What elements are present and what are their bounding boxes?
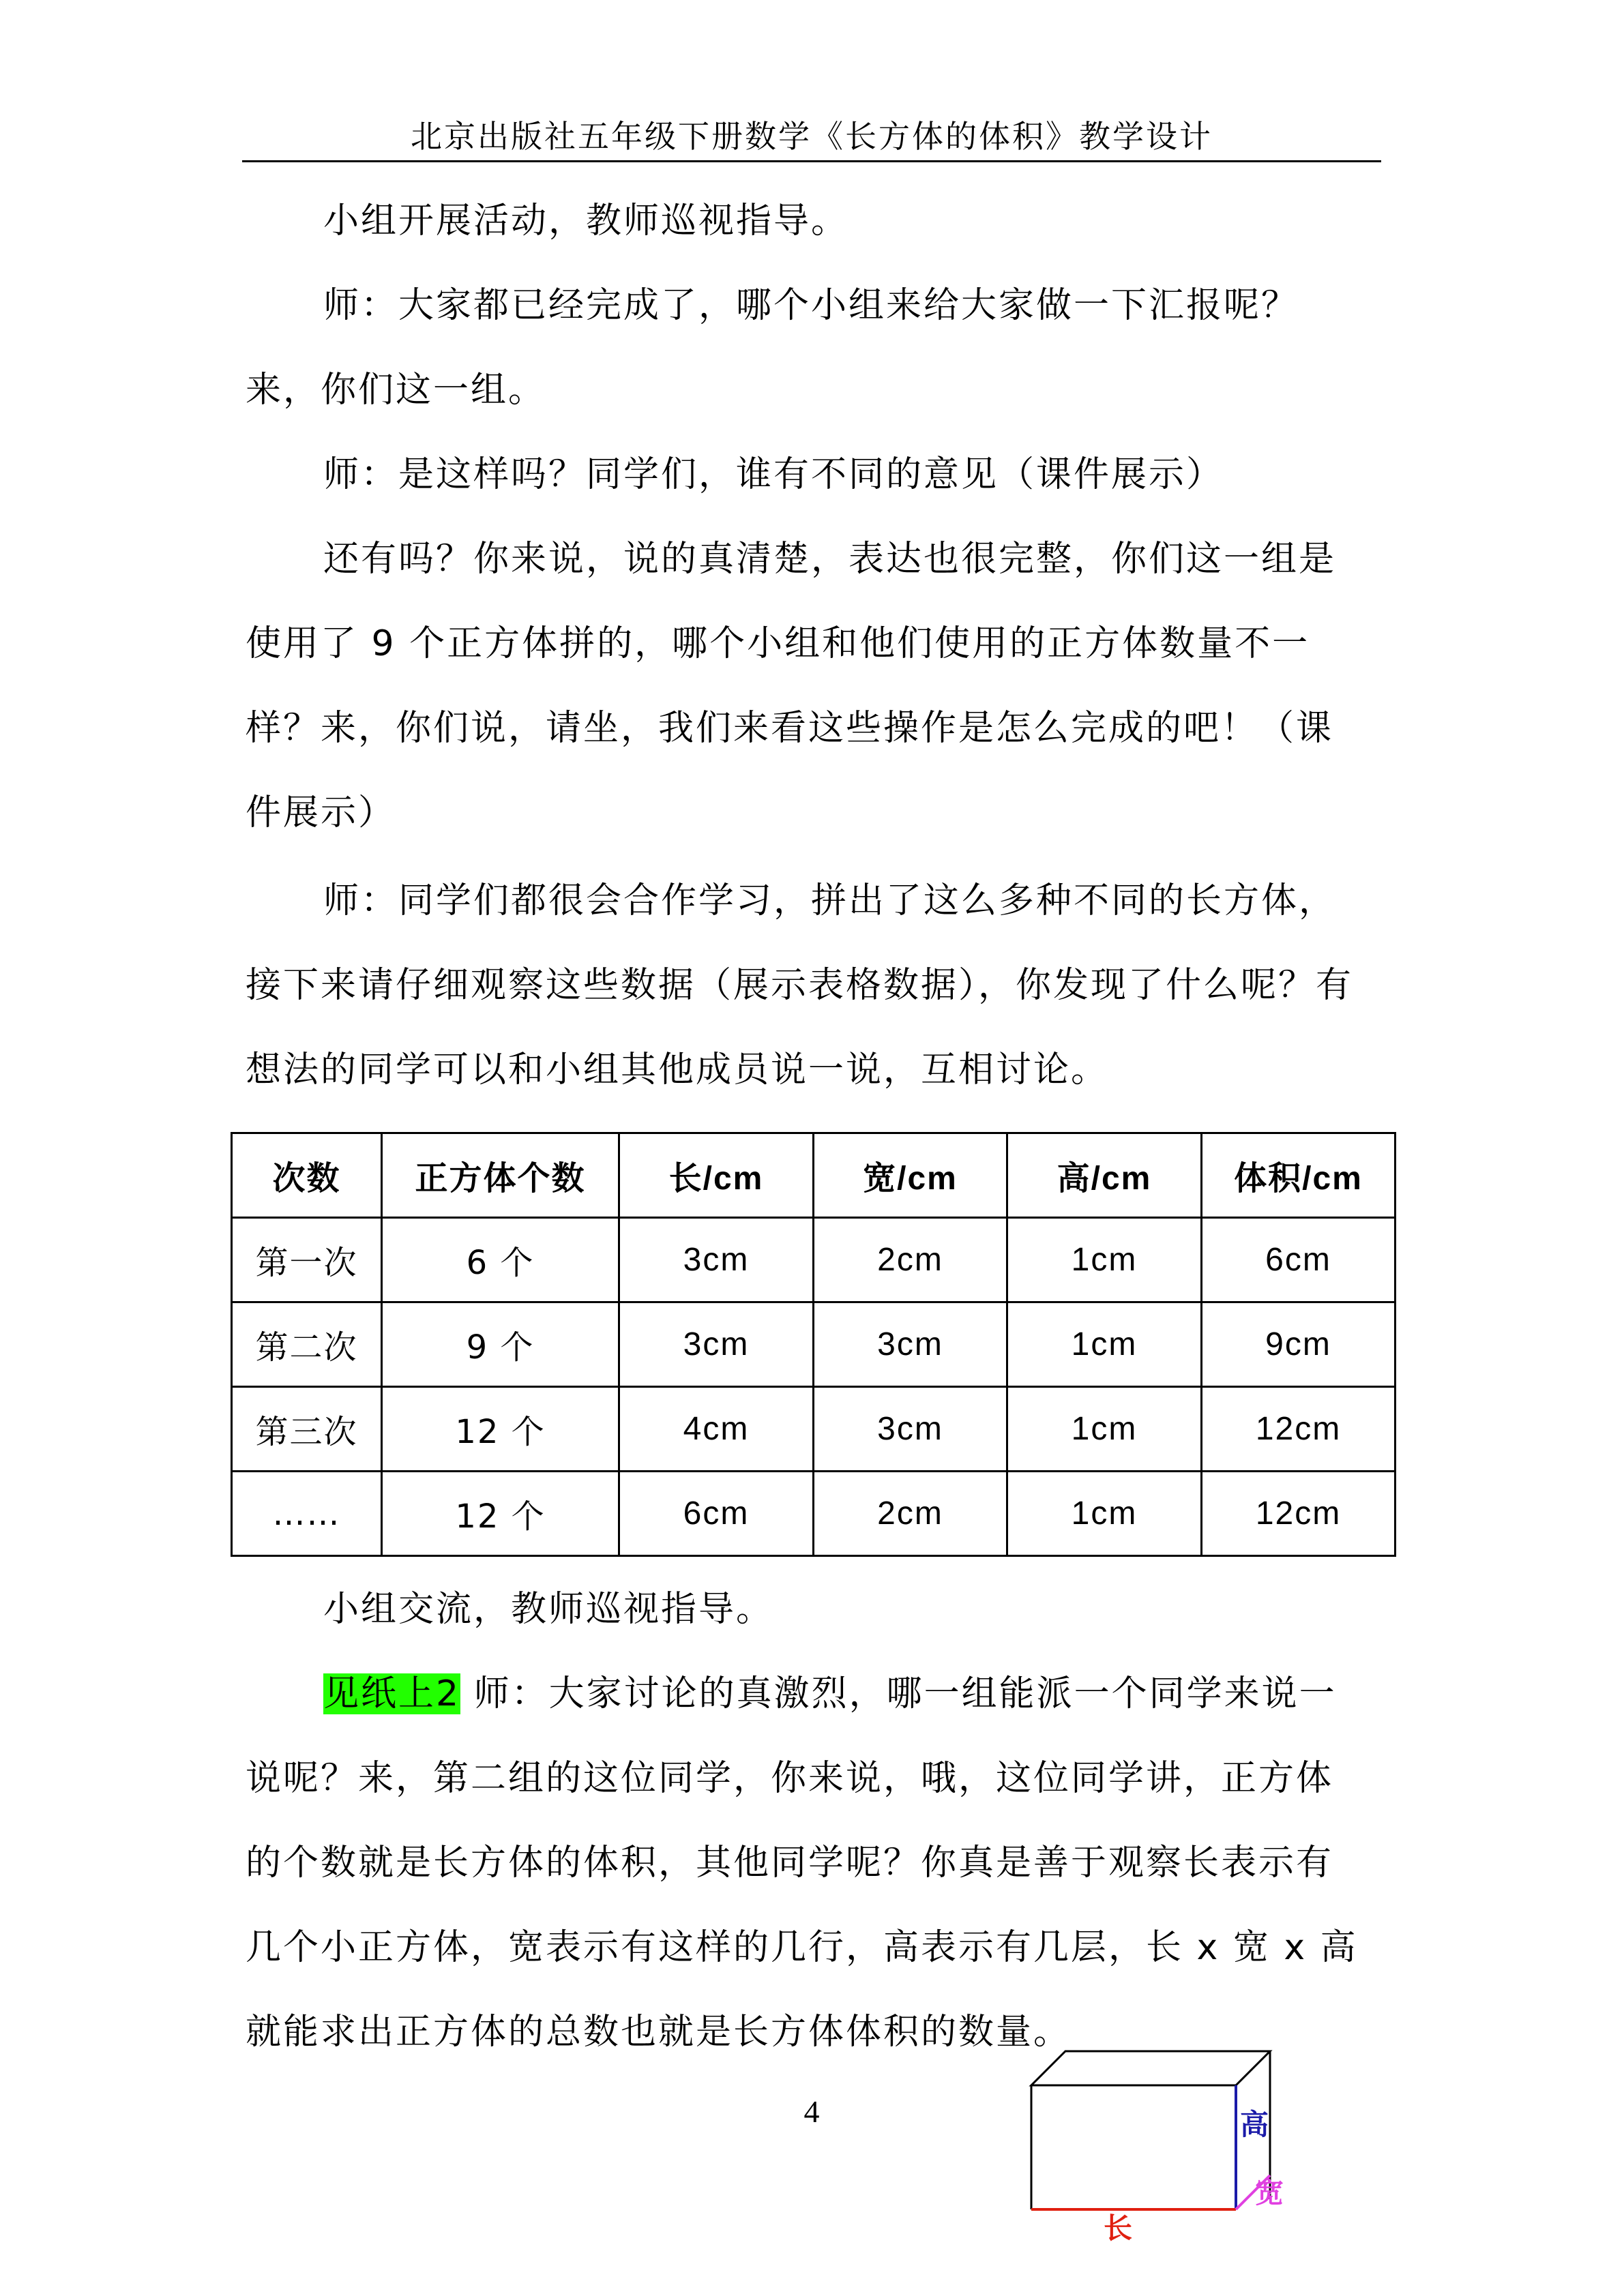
- cuboid-top-face: [1031, 2051, 1270, 2085]
- page-number: 4: [803, 2094, 820, 2129]
- paragraph-explanation-line1: 还有吗？你来说，说的真清楚，表达也很完整，你们这一组是: [323, 539, 1337, 580]
- table-cell: 1cm: [1007, 1302, 1202, 1387]
- table-header-cell: 次数: [232, 1133, 382, 1218]
- page-header-title: 北京出版社五年级下册数学《长方体的体积》教学设计: [411, 118, 1213, 155]
- table-row: [232, 1387, 1396, 1472]
- header-divider: [242, 160, 1381, 162]
- table-cell: ……: [232, 1472, 382, 1556]
- table-header-cell: 长/cm: [619, 1133, 814, 1218]
- table-cell: 3cm: [619, 1302, 814, 1387]
- table-cell: 3cm: [619, 1218, 814, 1302]
- paragraph-student-report-line1: [246, 1670, 1371, 1718]
- paragraph-text: 师：大家讨论的真激烈，哪一组能派一个同学来说一: [460, 1673, 1337, 1714]
- table-cell: 第三次: [232, 1387, 382, 1472]
- table-cell: 1cm: [1007, 1387, 1202, 1472]
- table-cell: 12cm: [1202, 1472, 1396, 1556]
- table-cell: 6 个: [382, 1218, 619, 1302]
- table-header-cell: 高/cm: [1007, 1133, 1202, 1218]
- table-cell: 第二次: [232, 1302, 382, 1387]
- table-cell: 3cm: [814, 1302, 1007, 1387]
- table-header-cell: 正方体个数: [382, 1133, 619, 1218]
- table-row: [232, 1302, 1396, 1387]
- table-cell: 1cm: [1007, 1218, 1202, 1302]
- paragraph-group-discussion: 小组交流，教师巡视指导。: [323, 1589, 774, 1630]
- paragraph-student-report-line5: 就能求出正方体的总数也就是长方体体积的数量。: [246, 2012, 1072, 2053]
- paragraph-student-report-line3: 的个数就是长方体的体积，其他同学呢？你真是善于观察长表示有: [246, 1843, 1334, 1883]
- table-cell: 2cm: [814, 1472, 1007, 1556]
- table-cell: 12 个: [382, 1472, 619, 1556]
- paragraph-observe-data-line1: 师：同学们都很会合作学习，拼出了这么多种不同的长方体，: [323, 880, 1337, 921]
- table-row: [232, 1472, 1396, 1556]
- table-cell: 3cm: [814, 1387, 1007, 1472]
- paragraph-group-activity: 小组开展活动，教师巡视指导。: [323, 200, 849, 241]
- table-cell: 6cm: [619, 1472, 814, 1556]
- table-cell: 4cm: [619, 1387, 814, 1472]
- length-label: 长: [1104, 2211, 1133, 2243]
- table-cell: 第一次: [232, 1218, 382, 1302]
- paragraph-explanation-line2: 使用了 9 个正方体拼的，哪个小组和他们使用的正方体数量不一: [246, 623, 1310, 664]
- paragraph-teacher-report-line2: 来，你们这一组。: [246, 370, 546, 411]
- table-cell: 9cm: [1202, 1302, 1396, 1387]
- paragraph-explanation-line3: 样？来，你们说，请坐，我们来看这些操作是怎么完成的吧！（课: [246, 708, 1334, 749]
- cuboid-diagram: [1023, 2039, 1310, 2243]
- paragraph-observe-data-line3: 想法的同学可以和小组其他成员说一说，互相讨论。: [246, 1049, 1109, 1090]
- table-cell: 12 个: [382, 1387, 619, 1472]
- width-label: 宽: [1255, 2176, 1284, 2209]
- table-row: [232, 1218, 1396, 1302]
- paragraph-different-opinions: 师：是这样吗？同学们，谁有不同的意见（课件展示）: [323, 454, 1224, 495]
- paragraph-student-report-line2: 说呢？来，第二组的这位同学，你来说，哦，这位同学讲，正方体: [246, 1758, 1334, 1799]
- table-cell: 1cm: [1007, 1472, 1202, 1556]
- table-cell: 12cm: [1202, 1387, 1396, 1472]
- cube-data-table: [231, 1132, 1396, 1557]
- paragraph-explanation-line4: 件展示）: [246, 792, 396, 833]
- highlight-number: 2: [436, 1673, 461, 1714]
- table-header-cell: 体积/cm: [1202, 1133, 1396, 1218]
- paragraph-teacher-report-line1: 师：大家都已经完成了，哪个小组来给大家做一下汇报呢？: [323, 285, 1299, 326]
- paragraph-observe-data-line2: 接下来请仔细观察这些数据（展示表格数据），你发现了什么呢？有: [246, 965, 1354, 1006]
- table-cell: 2cm: [814, 1218, 1007, 1302]
- table-header-cell: 宽/cm: [814, 1133, 1007, 1218]
- table-header-row: [232, 1133, 1396, 1218]
- table-cell: 9 个: [382, 1302, 619, 1387]
- table-cell: 6cm: [1202, 1218, 1396, 1302]
- height-label: 高: [1240, 2108, 1269, 2141]
- highlight-note: 见纸上: [323, 1673, 437, 1714]
- paragraph-student-report-line4: 几个小正方体，宽表示有这样的几行，高表示有几层，长 x 宽 x 高: [246, 1927, 1358, 1968]
